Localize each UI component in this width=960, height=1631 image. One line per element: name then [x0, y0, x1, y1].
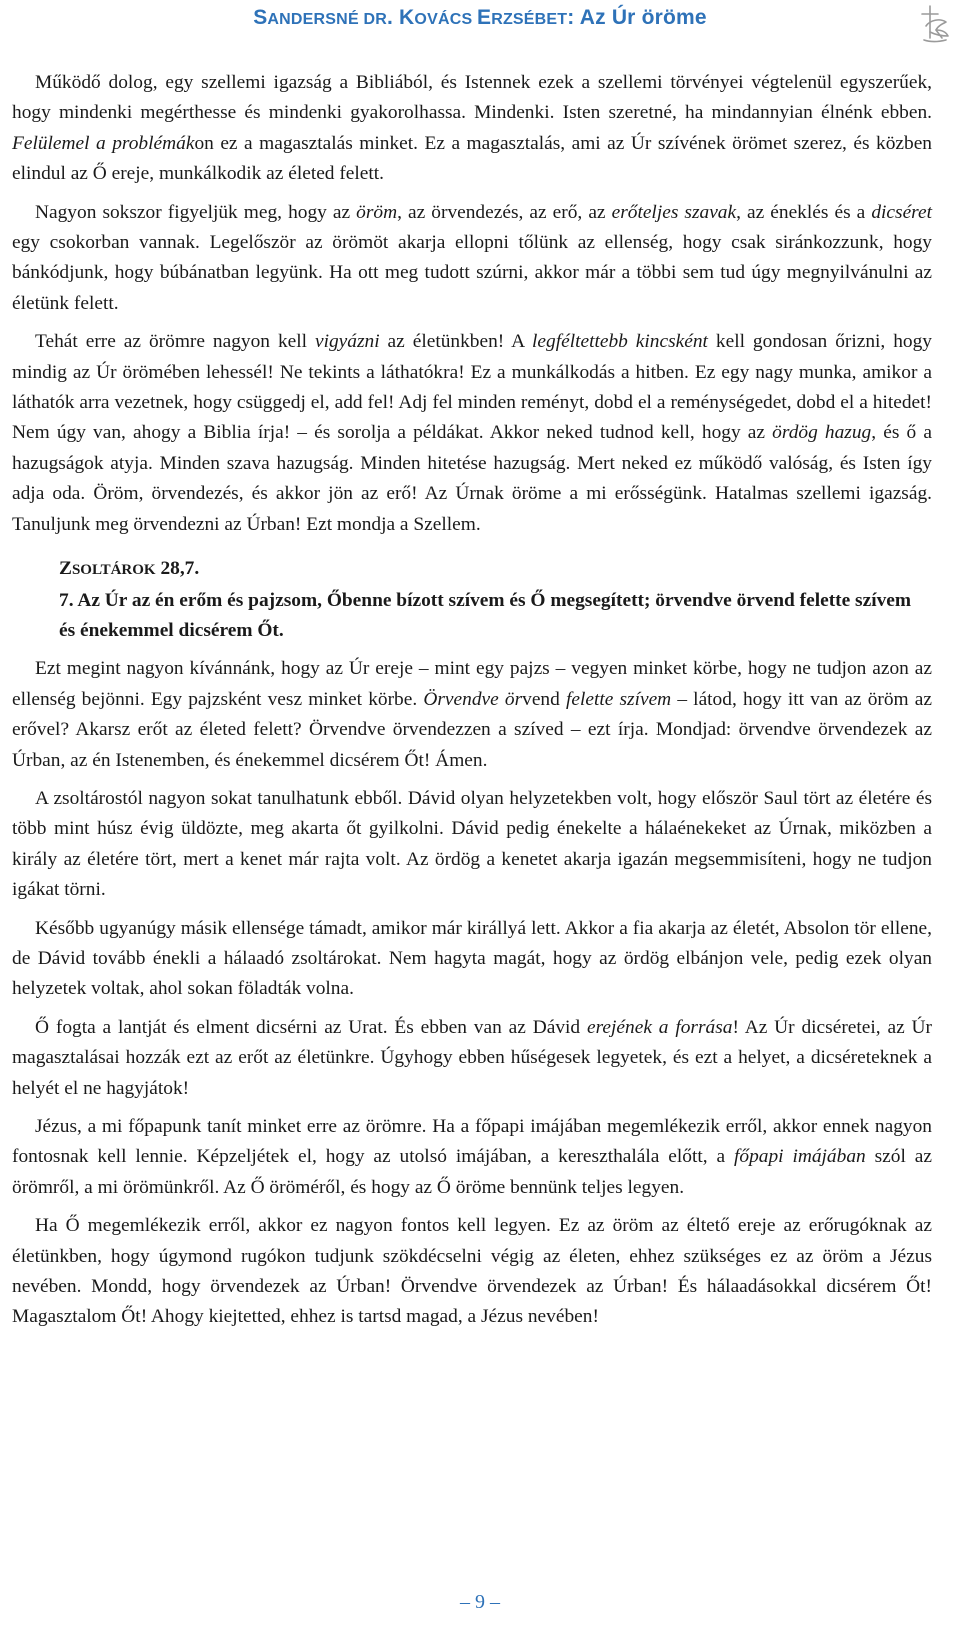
emphasis-text: vigyázni	[314, 331, 380, 353]
emphasis-text: Felülemel a problémák	[12, 132, 195, 154]
author-dot: .	[386, 6, 400, 29]
paragraph	[12, 654, 932, 776]
text-run: kell gondosan őrizni, hogy mindig az Úr örömében lehessél! Ne tekints a láthatókra! Ez a munkálkodás a hitben. Ez egy nagy munka, amikor a láthatók arra vezetnek, hogy csüggedj el, add fel! Adj fel minden reményt, dobd el a reménységedet, dobd el a hitedet! Nem úgy van, ahogy a Biblia írja! – és sorolja a példákat. Akkor neked tudnod kell, hogy az	[12, 331, 933, 444]
book-title: Az Úr öröme	[579, 6, 707, 29]
dove-cross-icon	[916, 2, 952, 46]
text-run: , az örvendezés, az erő, az	[397, 201, 612, 223]
text-run: Működő dolog, egy szellemi igazság a Bibliából, és Istennek ezek a szellemi törvényei végtelenül egyszerűek, hogy mindenki megérthesse és mindenki gyakorolhassa. Mindenki. Isten szeretné, ha mindannyian élnénk ebben.	[12, 72, 932, 124]
text-run: , és ő a hazugságok atyja. Minden szava hazugság. Minden hitetése hazugság. Mert neked ez működő valóság, és Isten így adja oda. Öröm, örvendezés, és akkor jön az erő! Az Úrnak öröme a mi erősségünk. Hatalmas szellemi igazság. Tanuljunk meg örvendezni az Úrban! Ezt mondja a Szellem.	[12, 422, 932, 535]
paragraph	[12, 914, 932, 1005]
emphasis-text: dicséret	[871, 201, 932, 223]
text-run: ! Az Úr dicséretei, az Úr magasztalásai hozzák ezt az erőt az életünkre. Úgyhogy ebben hűségesek legyetek, és ezt a helyet, a dicséreteknek a helyét el ne hagyjátok!	[12, 1016, 932, 1099]
emphasis-text: főpapi imájában	[734, 1146, 866, 1168]
text-run: A zsoltárostól nagyon sokat tanulhatunk ebből. Dávid olyan helyzetekben volt, hogy először Saul tört az életére és több mint húsz évig üldözte, meg akarta őt gyilkolni. Dávid pedig énekelte a hálaénekeket az Úrnak, miközben a király az életére tört, mert a kenet már rajta volt. Az ördög a kenetet akarja igazán megsemmisíteni, hogy ne tudjon igákat törni.	[12, 787, 932, 901]
emphasis-text: öröm	[356, 201, 398, 223]
running-header	[0, 6, 960, 30]
paragraph	[12, 198, 932, 320]
paragraph	[12, 1013, 932, 1104]
body-text	[12, 68, 932, 1341]
page-number: – 9 –	[460, 1591, 500, 1613]
ref-number: 28,7.	[155, 558, 200, 580]
author-smallcaps: OVÁCS	[414, 11, 477, 28]
author-initial: E	[476, 6, 492, 29]
paragraph-group-2	[12, 654, 932, 1333]
author-initial: S	[253, 6, 268, 29]
text-run: on ez a magasztalás minket. Ez a magasztalás, ami az Úr szívének örömet szerez, és közben elindul az Ő ereje, munkálkodik az életed felett.	[12, 132, 932, 185]
ref-initial: Z	[59, 558, 72, 580]
emphasis-text: erőteljes szavak	[611, 201, 737, 223]
paragraph	[12, 784, 932, 906]
paragraph	[12, 1211, 932, 1333]
ref-smallcaps: SOLTÁROK	[71, 562, 156, 579]
emphasis-text: Örvendve ör	[423, 688, 523, 710]
author-initial: K	[399, 6, 415, 29]
scripture-text: 7. Az Úr az én erőm és pajzsom, Őbenne bízott szívem és Ő megsegített; örvendve örvend felette szívem és énekemmel dicsérem Őt.	[59, 589, 912, 641]
text-run: Ő fogta a lantját és elment dicsérni az Urat. És ebben van az Dávid	[35, 1016, 587, 1038]
emphasis-text: erejének a forrása	[586, 1016, 733, 1038]
paragraph	[12, 68, 932, 190]
text-run: egy csokorban vannak. Legelőször az örömöt akarja ellopni tőlünk az ellenség, hogy csak siránkozzunk, hogy bánkódjunk, hogy búbánatban legyünk. Ha ott meg tudott szúrni, akkor már a többi sem tud úgy megnyilvánulni az életünk felett.	[12, 232, 932, 314]
text-run: , az éneklés és a	[736, 201, 872, 223]
author-smallcaps: ANDERSNÉ DR	[267, 11, 387, 28]
header-colon: :	[567, 6, 580, 29]
text-run: az életünkben! A	[379, 331, 533, 353]
text-run: vend	[522, 688, 566, 710]
paragraph	[12, 327, 932, 540]
paragraph	[12, 1112, 932, 1203]
author-smallcaps: RZSÉBET	[491, 11, 568, 28]
emphasis-text: legféltettebb kincsként	[532, 331, 708, 353]
scripture-reference	[59, 554, 932, 585]
text-run: Ezt megint nagyon kívánnánk, hogy az Úr ereje – mint egy pajzs – vegyen minket körbe, hogy ne tudjon azon az ellenség bejönni. Egy pajzsként vesz minket körbe.	[12, 658, 932, 710]
emphasis-text: felette szívem	[565, 688, 672, 710]
emphasis-text: ördög hazug	[772, 422, 872, 444]
text-run: Nagyon sokszor figyeljük meg, hogy az	[35, 201, 357, 223]
scripture-quote	[59, 554, 932, 646]
text-run: Jézus, a mi főpapunk tanít minket erre az örömre. Ha a főpapi imájában megemlékezik erről, akkor ennek nagyon fontosnak kell lennie. Képzeljétek el, hogy az utolsó imájában, a kereszthalála előtt, a	[12, 1116, 932, 1168]
text-run: – látod, hogy itt van az öröm az erővel? Akarsz erőt az életed felett? Örvendve örvendezzen a szíved – ezt írja. Mondjad: örvendve örvendezek az Úrban, az én Istenemben, és énekemmel dicsérem Őt! Ámen.	[12, 688, 932, 771]
text-run: Ha Ő megemlékezik erről, akkor ez nagyon fontos kell legyen. Ez az öröm az éltető ereje az erőrugóknak az életünkben, hogy úgymond rugókon tudjunk szökdécselni végig az életen, ehhez szükséges ez az öröm a Jézus nevében. Mondd, hogy örvendezek az Úrban! Örvendve örvendezek az Úrban! És hálaadásokkal dicsérem Őt! Magasztalom Őt! Ahogy kiejtetted, ehhez is tartsd magad, a Jézus nevében!	[12, 1215, 932, 1328]
text-run: Tehát erre az örömre nagyon kell	[35, 331, 315, 353]
text-run: Később ugyanúgy másik ellensége támadt, amikor már királlyá lett. Akkor a fia akarja az életét, Absolon tör ellene, de Dávid tovább énekli a hálaadó zsoltárokat. Nem hagyta magát, hogy az ördög elbánjon vele, pedig ezek olyan helyzetek voltak, ahol sokan föladták volna.	[12, 917, 932, 1000]
text-run: szól az örömről, a mi örömünkről. Az Ő öröméről, és hogy az Ő öröme bennünk teljes legyen.	[12, 1146, 932, 1198]
paragraph-group-1	[12, 68, 932, 540]
